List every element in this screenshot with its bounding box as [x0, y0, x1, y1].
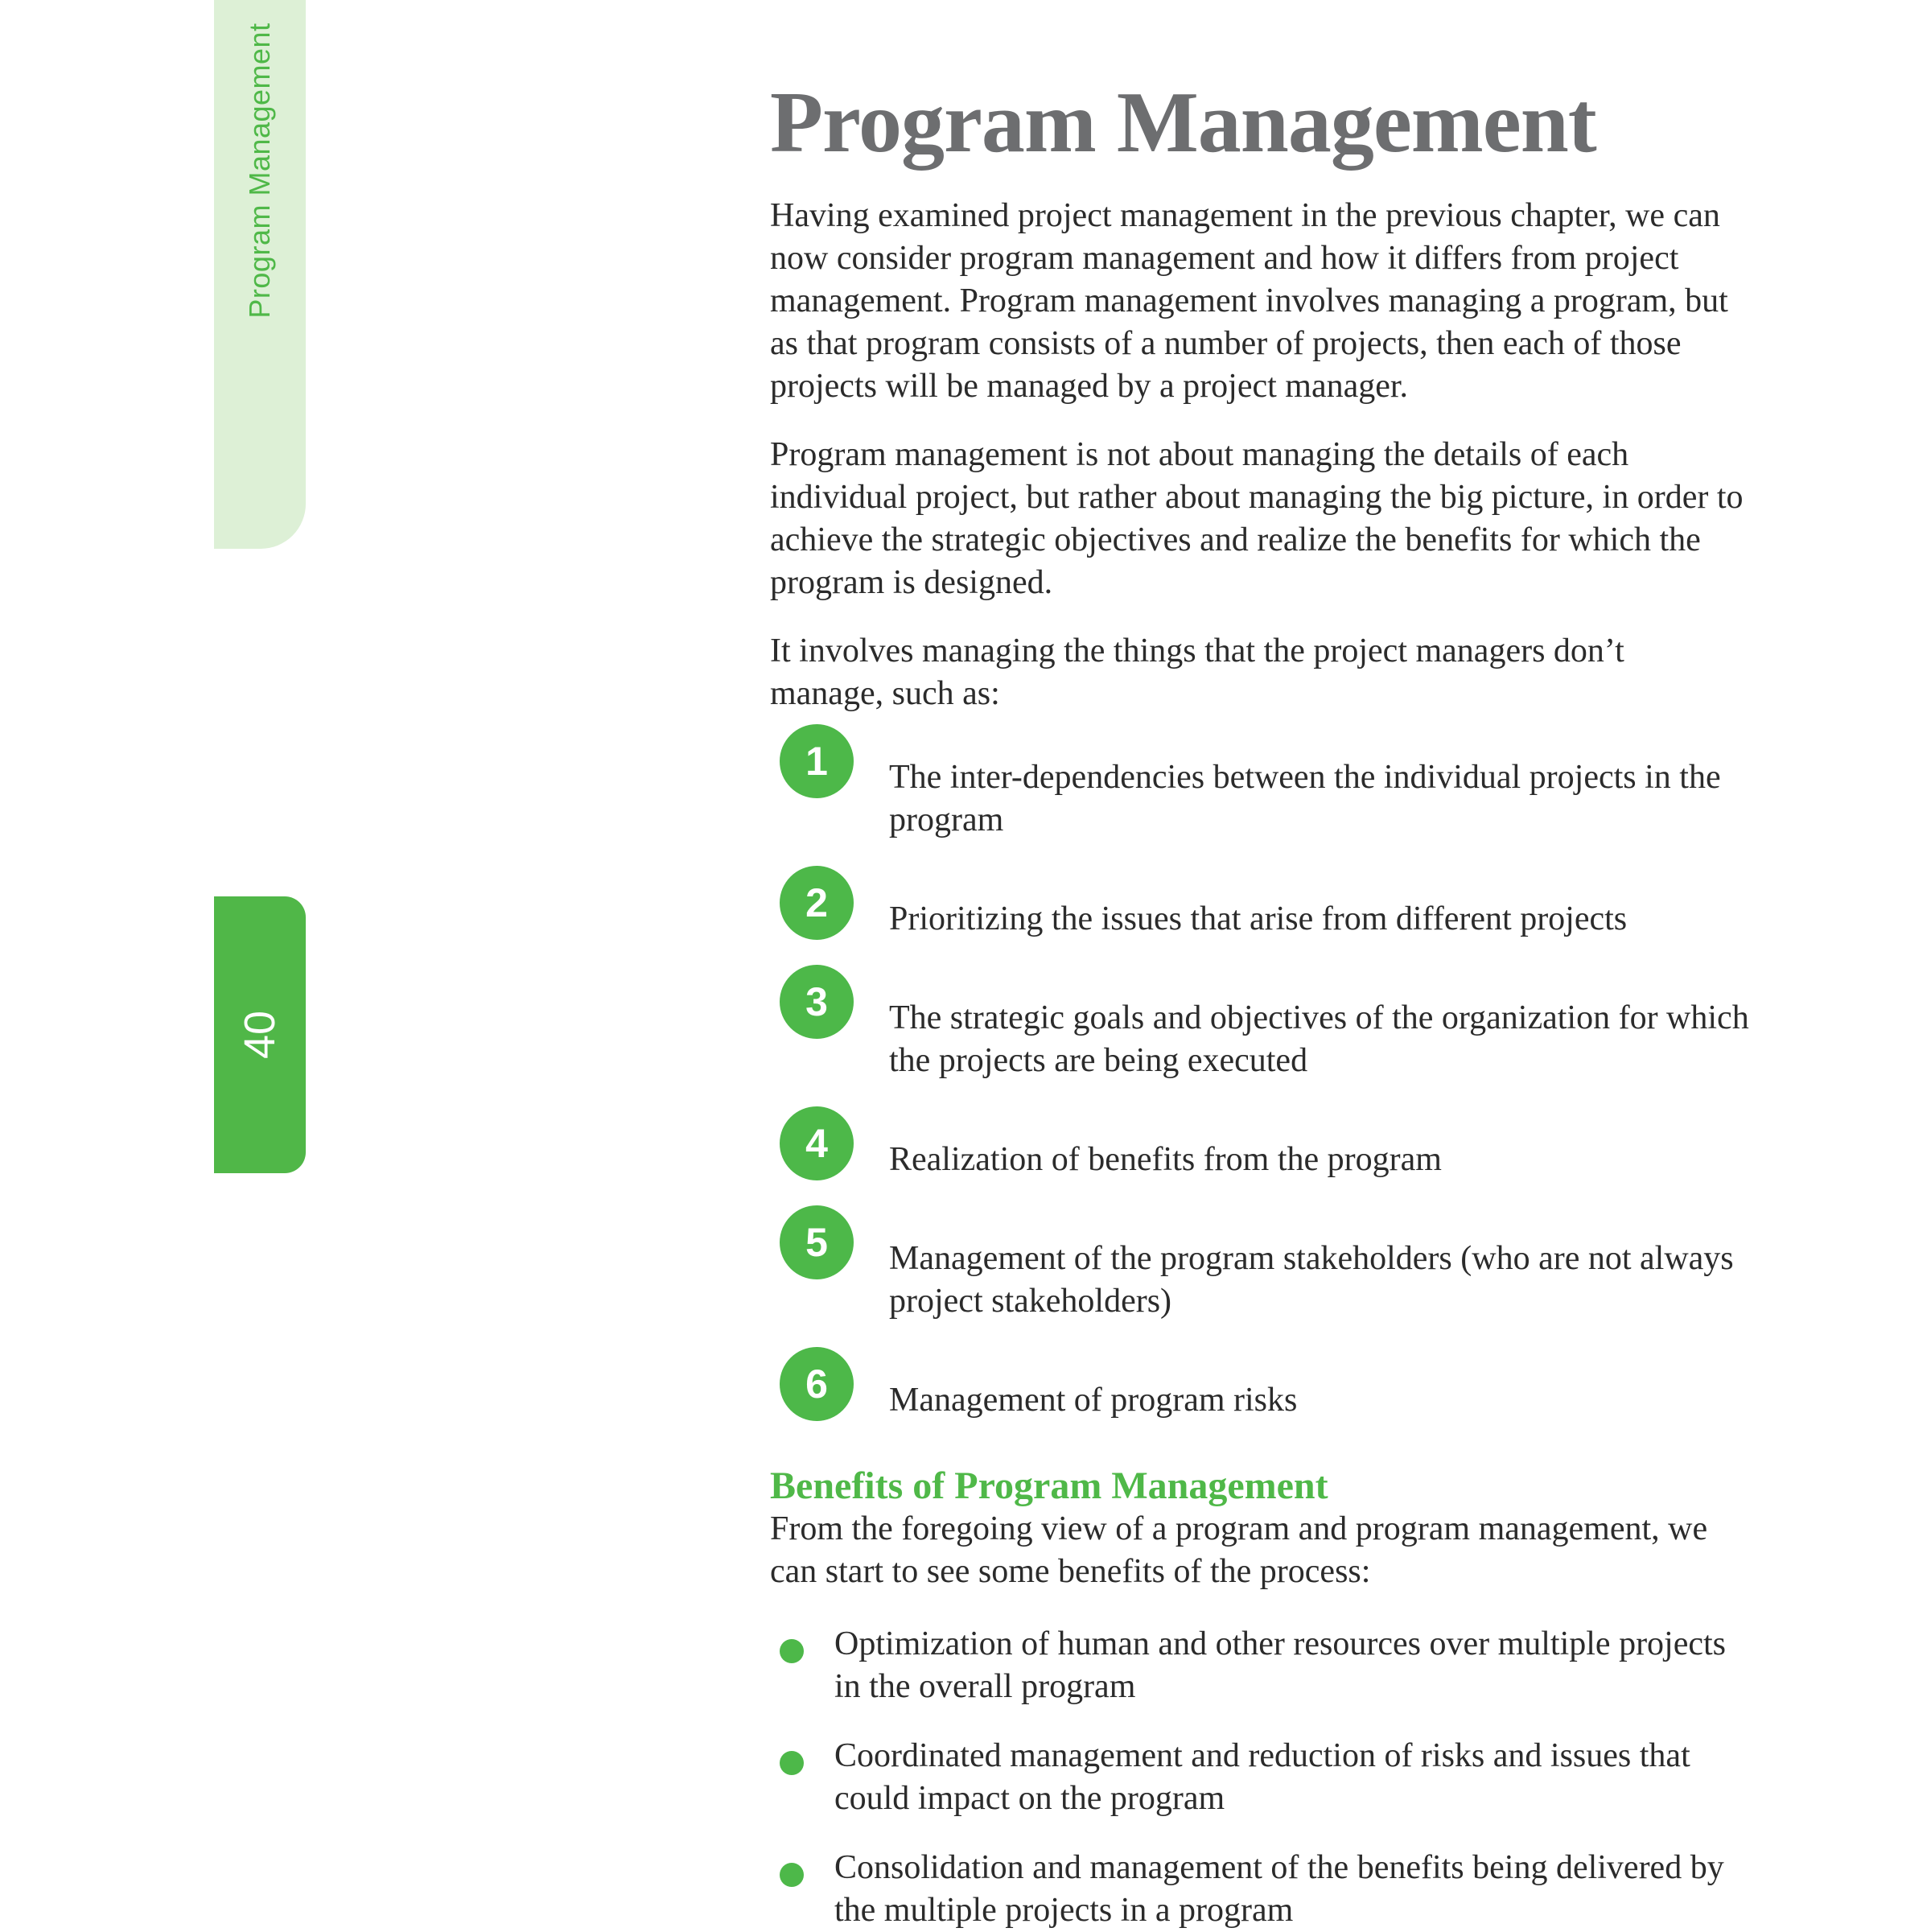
list-item: [770, 1735, 1744, 1820]
list-item: [770, 1847, 1744, 1932]
list-item: [770, 978, 1750, 1082]
bullet-dot-icon: [780, 1639, 804, 1663]
list-item: [770, 879, 1750, 941]
list-item-text: Optimization of human and other resources over multiple projects in the overall program: [834, 1625, 1727, 1705]
benefits-heading: Benefits of Program Management: [770, 1464, 1328, 1507]
number-badge: 1: [780, 724, 854, 798]
list-item: [770, 1361, 1750, 1422]
list-item-text: Management of the program stakeholders (who are not always project stakeholders): [889, 1240, 1734, 1320]
intro-paragraph-1: Having examined project management in the previous chapter, we can now consider program management and how it differs from project management. Program management involves managing a program, but as that program consists of a number of projects, then each of those projects will be managed by a project manager.: [770, 197, 1728, 405]
bullet-dot-icon: [780, 1863, 804, 1887]
page-number-tab: [214, 896, 306, 1173]
benefits-intro: From the foregoing view of a program and program management, we can start to see some benefits of the process:: [770, 1510, 1708, 1590]
bullet-dot-icon: [780, 1751, 804, 1775]
list-item-text: Realization of benefits from the program: [889, 1141, 1442, 1178]
list-item-text: Coordinated management and reduction of risks and issues that could impact on the program: [834, 1737, 1690, 1817]
list-item: [770, 1120, 1750, 1181]
list-item-text: Consolidation and management of the benefits being delivered by the multiple projects in a program: [834, 1849, 1724, 1929]
list-item-text: Prioritizing the issues that arise from different projects: [889, 900, 1628, 937]
intro-paragraph-2: Program management is not about managing the details of each individual project, but rather about managing the big picture, in order to achieve the strategic objectives and realize the benefits for which the program is designed.: [770, 436, 1744, 601]
number-badge: 4: [780, 1106, 854, 1180]
page-content: [770, 72, 1749, 1929]
chapter-tab-label: Program Management: [243, 23, 276, 319]
page-number: 40: [236, 1010, 284, 1060]
list-item: [770, 738, 1750, 842]
list-item: [770, 1219, 1750, 1323]
chapter-side-tab: [214, 0, 306, 549]
number-badge: 6: [780, 1347, 854, 1421]
page-title: Program Management: [770, 75, 1596, 171]
list-item-text: The inter-dependencies between the individual projects in the program: [889, 759, 1721, 838]
list-item: [770, 1623, 1744, 1708]
list-item-text: The strategic goals and objectives of the organization for which the projects are being executed: [889, 999, 1749, 1079]
list-item-text: Management of program risks: [889, 1382, 1298, 1419]
intro-paragraph-3: It involves managing the things that the project managers don’t manage, such as:: [770, 632, 1624, 712]
number-badge: 3: [780, 965, 854, 1039]
number-badge: 2: [780, 866, 854, 940]
number-badge: 5: [780, 1205, 854, 1279]
